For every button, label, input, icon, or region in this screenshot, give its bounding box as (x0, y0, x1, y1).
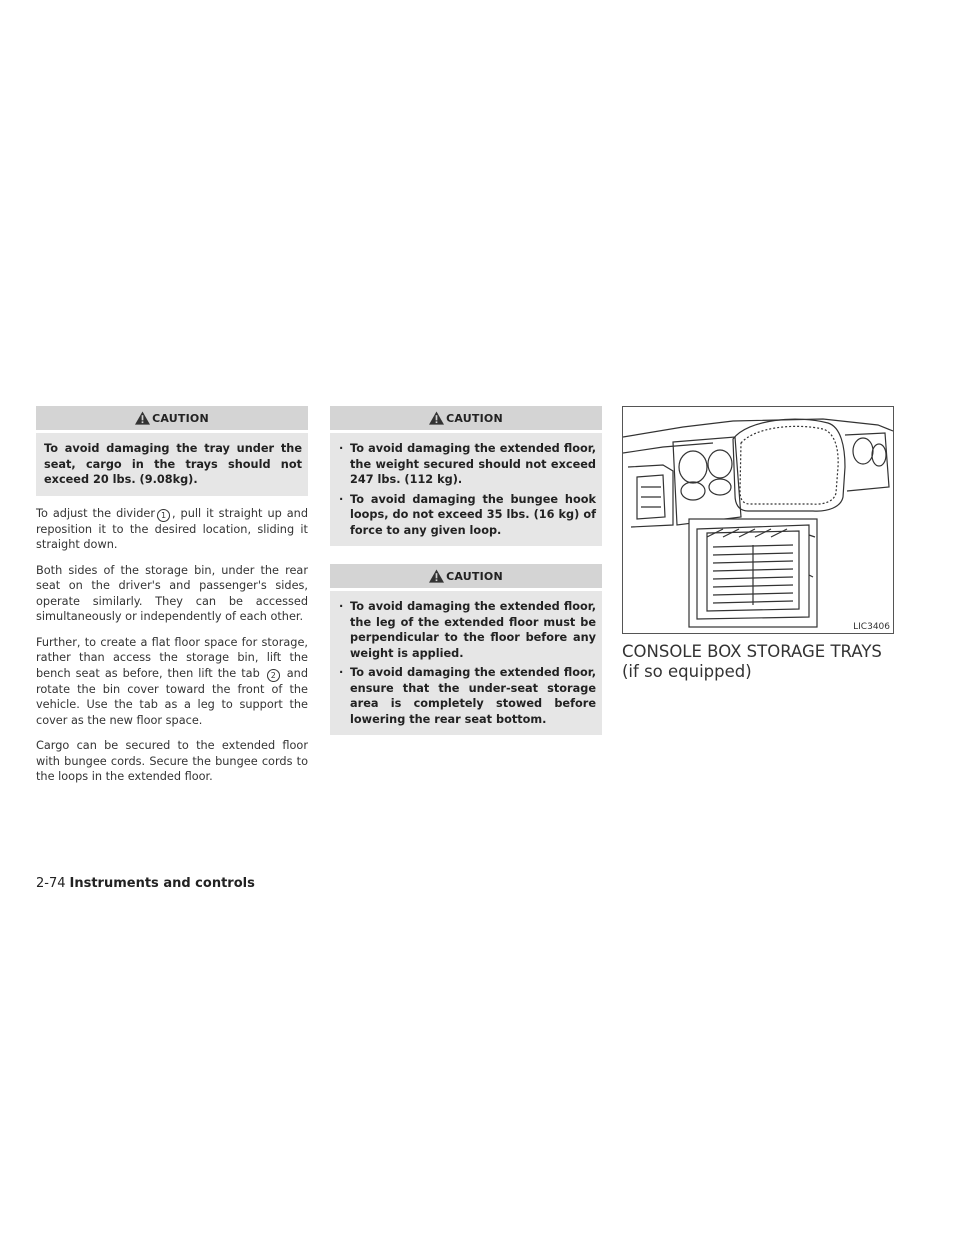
caution-header (330, 564, 602, 588)
section-title: CONSOLE BOX STORAGE TRAYS (if so equipped) (622, 642, 882, 681)
flat-floor-paragraph: Further, to create a flat floor space for storage, rather than access the storage bin, lift the bench seat as before, then lift the tab 2 and rotate the bin cover toward the front of the vehicle. Use the tab as a leg to support the cover as the new floor space. (36, 635, 308, 727)
warning-icon (429, 411, 444, 425)
callout-1-marker: 1 (157, 509, 170, 522)
caution-text: To avoid damaging the tray under the seat, cargo in the trays should not exceed 20 lbs. (9.08kg). (44, 442, 302, 486)
caution-title: CAUTION (446, 411, 503, 425)
chapter-title: Instruments and controls (69, 876, 255, 891)
warning-icon (135, 411, 150, 425)
callout-2-marker: 2 (267, 669, 280, 682)
console-tray-illustration (622, 406, 894, 634)
divider-paragraph: To adjust the divider 1 , pull it straight up and reposition it to the desired location, sliding it straight down. (36, 506, 309, 551)
figure-id: LIC3406 (853, 622, 890, 632)
caution-body (330, 591, 602, 735)
caution-title: CAUTION (446, 569, 503, 583)
middle-column (330, 406, 602, 735)
caution-title: CAUTION (152, 411, 209, 425)
caution-body (36, 433, 308, 496)
caution-body (330, 433, 602, 546)
bungee-paragraph: Cargo can be secured to the extended floor with bungee cords. Secure the bungee cords to the loops in the extended floor. (36, 739, 308, 783)
right-column (622, 406, 894, 682)
left-column (36, 406, 308, 785)
caution-header (36, 406, 308, 430)
caution-list (338, 599, 596, 727)
warning-icon (429, 569, 444, 583)
caution-list (338, 441, 596, 538)
page-number: 2-74 (36, 876, 66, 891)
console-box-drawing (623, 407, 893, 633)
caution-item: · To avoid damaging the extended floor, the weight secured should not exceed 247 lbs. (112 kg). (338, 441, 596, 488)
page-footer (36, 876, 255, 891)
caution-item: · To avoid damaging the extended floor, ensure that the under-seat storage area is completely stowed before lowering the rear seat bottom. (338, 665, 596, 727)
caution-item: · To avoid damaging the extended floor, the leg of the extended floor must be perpendicular to the floor before any weight is applied. (338, 599, 596, 661)
caution-header (330, 406, 602, 430)
storage-bin-paragraph: Both sides of the storage bin, under the rear seat on the driver's and passenger's sides, operate similarly. They can be accessed simultaneously or independently of each other. (36, 563, 308, 623)
caution-item: · To avoid damaging the bungee hook loops, do not exceed 35 lbs. (16 kg) of force to any given loop. (338, 492, 596, 539)
